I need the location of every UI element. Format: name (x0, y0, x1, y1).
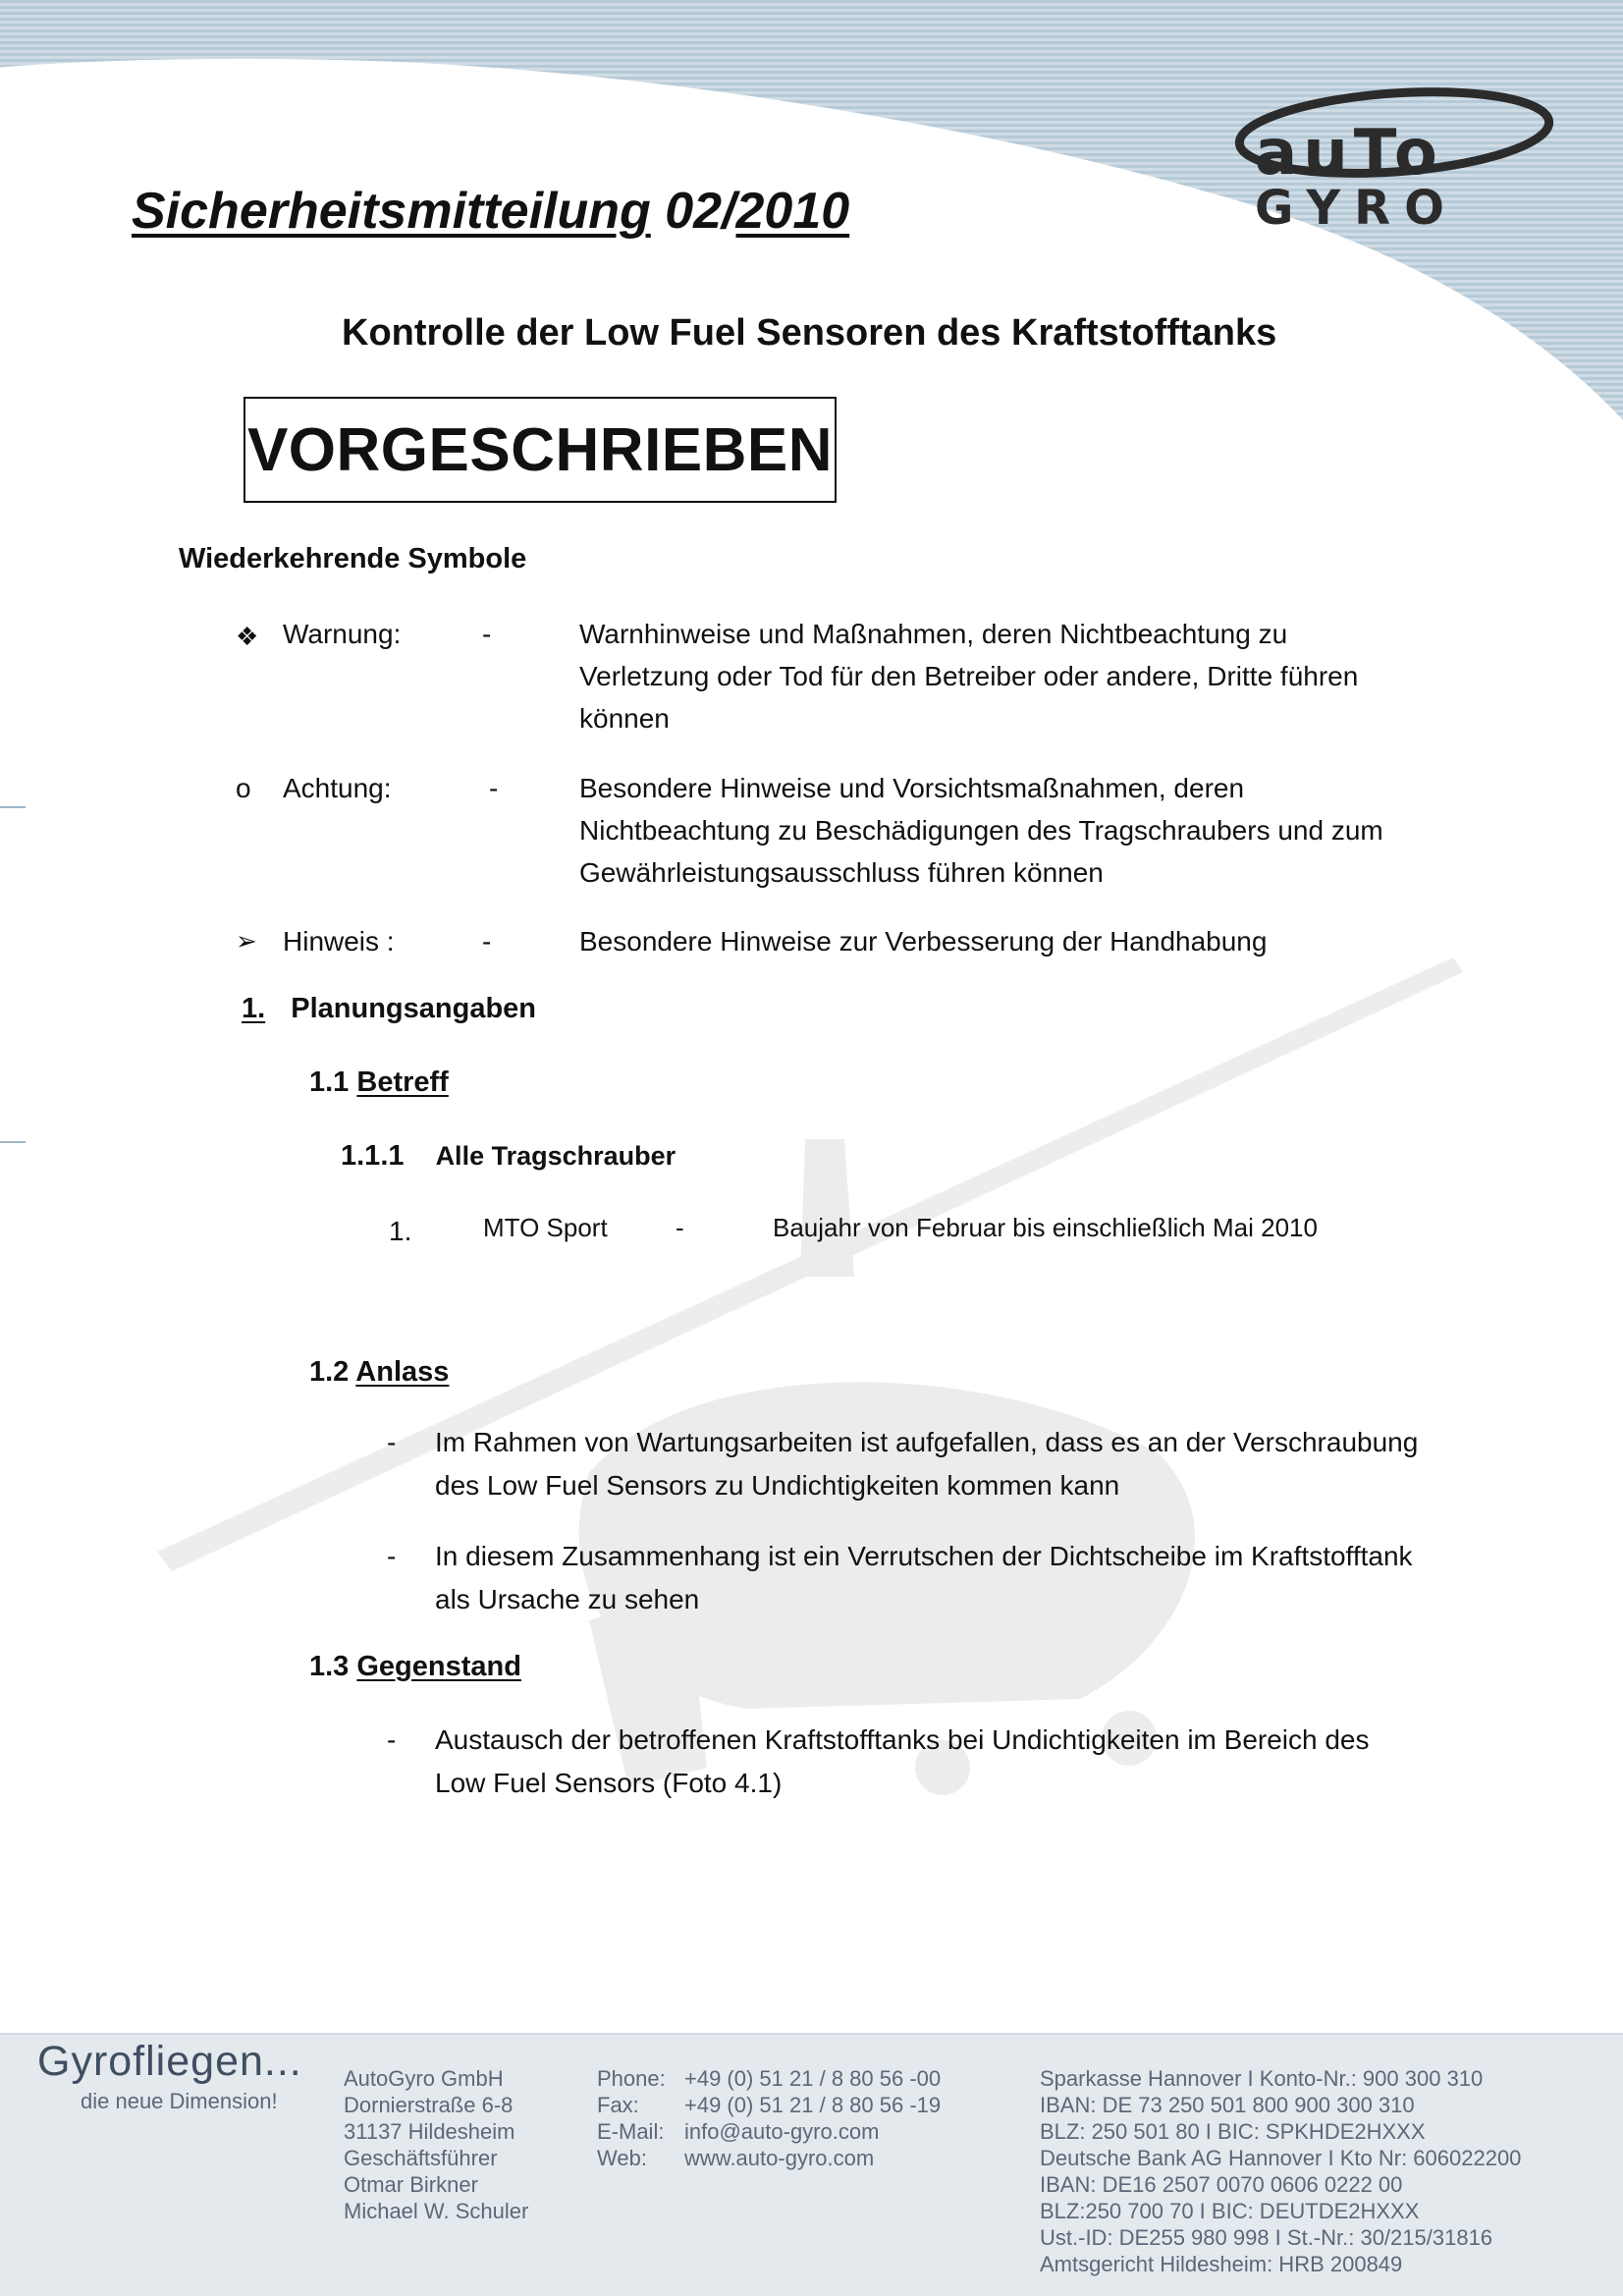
section-1-2-title: Anlass (355, 1356, 450, 1388)
section-1-1-1-heading (341, 1140, 676, 1173)
contact-label: Fax: (597, 2093, 639, 2117)
bank-line: Amtsgericht Hildesheim: HRB 200849 (1040, 2252, 1403, 2276)
symbols-heading: Wiederkehrende Symbole (179, 543, 527, 574)
symbol-text-hinweis: Besondere Hinweise zur Verbesserung der Handhabung (579, 926, 1268, 957)
arrow-bullet-icon: ➢ (236, 926, 257, 956)
section-1-1-1-number: 1.1.1 (341, 1140, 405, 1172)
mandatory-label: VORGESCHRIEBEN (246, 415, 834, 484)
contact-web-link[interactable]: www.auto-gyro.com (684, 2146, 875, 2170)
list-dash: - (387, 1724, 397, 1755)
contact-fax: +49 (0) 51 21 / 8 80 56 -19 (684, 2093, 942, 2117)
company-line: AutoGyro GmbH (344, 2066, 504, 2091)
bank-line: Deutsche Bank AG Hannover I Kto Nr: 606022200 (1040, 2146, 1522, 2170)
footer-company (344, 2065, 528, 2224)
affected-item-dash: - (676, 1213, 684, 1242)
symbol-text-achtung: Besondere Hinweise und Vorsichtsmaßnahmen, deren Nichtbeachtung zu Beschädigungen des Tragschraubers und zum Gewährleistungsausschluss führen können (579, 773, 1383, 888)
bank-line: Ust.-ID: DE255 980 998 I St.-Nr.: 30/215/31816 (1040, 2225, 1493, 2250)
mandatory-badge (243, 397, 837, 503)
title-part-2: 02/ (650, 183, 736, 240)
company-line: Geschäftsführer (344, 2146, 498, 2170)
section-1-1-heading (309, 1066, 449, 1099)
contact-label: E-Mail: (597, 2119, 665, 2144)
footer-slogan: Gyrofliegen... (37, 2038, 302, 2085)
contact-phone: +49 (0) 51 21 / 8 80 56 -00 (684, 2066, 942, 2091)
list-dash: - (387, 1541, 397, 1571)
contact-email-link[interactable]: info@auto-gyro.com (684, 2119, 880, 2144)
footer-slogan-sub: die neue Dimension! (81, 2089, 278, 2113)
section-1-3-number: 1.3 (309, 1651, 357, 1682)
section-1-1-1-title: Alle Tragschrauber (435, 1141, 676, 1171)
bank-line: BLZ: 250 501 80 I BIC: SPKHDE2HXXX (1040, 2119, 1426, 2144)
company-line: 31137 Hildesheim (344, 2119, 515, 2144)
bank-line: IBAN: DE 73 250 501 800 900 300 310 (1040, 2093, 1415, 2117)
logo-text-bottom: GYRO (1255, 181, 1458, 236)
company-line: Otmar Birkner (344, 2172, 478, 2197)
symbol-dash: - (482, 619, 492, 649)
list-item: Im Rahmen von Wartungsarbeiten ist aufgefallen, dass es an der Verschraubung des Low Fuel Sensors zu Undichtigkeiten kommen kann (435, 1427, 1419, 1501)
footer-contact-labels (597, 2065, 666, 2171)
circle-bullet-icon: o (236, 773, 251, 803)
logo-text-top: auTo (1255, 117, 1443, 190)
document-title (132, 182, 849, 241)
symbol-label-hinweis: Hinweis : (283, 926, 395, 957)
section-1-3-heading (309, 1651, 521, 1683)
section-1-heading (242, 993, 536, 1025)
bank-line: Sparkasse Hannover I Konto-Nr.: 900 300 310 (1040, 2066, 1484, 2091)
section-1-number: 1. (242, 993, 266, 1024)
company-line: Dornierstraße 6-8 (344, 2093, 514, 2117)
diamond-bullet-icon: ❖ (236, 622, 259, 651)
section-1-1-number: 1.1 (309, 1066, 357, 1098)
symbol-label-achtung: Achtung: (283, 773, 392, 803)
footer-contact-values (684, 2065, 941, 2171)
list-dash: - (387, 1427, 397, 1457)
document-subtitle: Kontrolle der Low Fuel Sensoren des Kraftstofftanks (342, 312, 1277, 354)
footer-bank (1040, 2065, 1521, 2277)
affected-item-model: MTO Sport (483, 1213, 608, 1242)
section-1-1-title: Betreff (356, 1066, 449, 1098)
bank-line: BLZ:250 700 70 I BIC: DEUTDE2HXXX (1040, 2199, 1420, 2223)
section-1-title: Planungsangaben (291, 993, 537, 1024)
title-part-3: 2010 (735, 183, 850, 240)
contact-label: Phone: (597, 2066, 666, 2091)
contact-label: Web: (597, 2146, 647, 2170)
section-1-3-title: Gegenstand (356, 1651, 521, 1682)
affected-item-text: Baujahr von Februar bis einschließlich Mai 2010 (773, 1213, 1318, 1242)
symbol-text-warnung: Warnhinweise und Maßnahmen, deren Nichtbeachtung zu Verletzung oder Tod für den Betreiber oder andere, Dritte führen können (579, 619, 1359, 734)
bank-line: IBAN: DE16 2507 0070 0606 0222 00 (1040, 2172, 1403, 2197)
list-item: In diesem Zusammenhang ist ein Verrutschen der Dichtscheibe im Kraftstofftank als Ursache zu sehen (435, 1541, 1413, 1614)
symbol-dash: - (489, 773, 499, 803)
section-1-2-heading (309, 1356, 449, 1389)
list-item: Austausch der betroffenen Kraftstofftanks bei Undichtigkeiten im Bereich des Low Fuel Sensors (Foto 4.1) (435, 1724, 1370, 1798)
autogyro-logo (1217, 79, 1561, 255)
title-part-1: Sicherheitsmitteilung (132, 183, 651, 240)
symbol-label-warnung: Warnung: (283, 619, 402, 649)
affected-item-number: 1. (389, 1216, 412, 1246)
section-1-2-number: 1.2 (309, 1356, 356, 1388)
company-line: Michael W. Schuler (344, 2199, 529, 2223)
symbol-dash: - (482, 926, 492, 957)
